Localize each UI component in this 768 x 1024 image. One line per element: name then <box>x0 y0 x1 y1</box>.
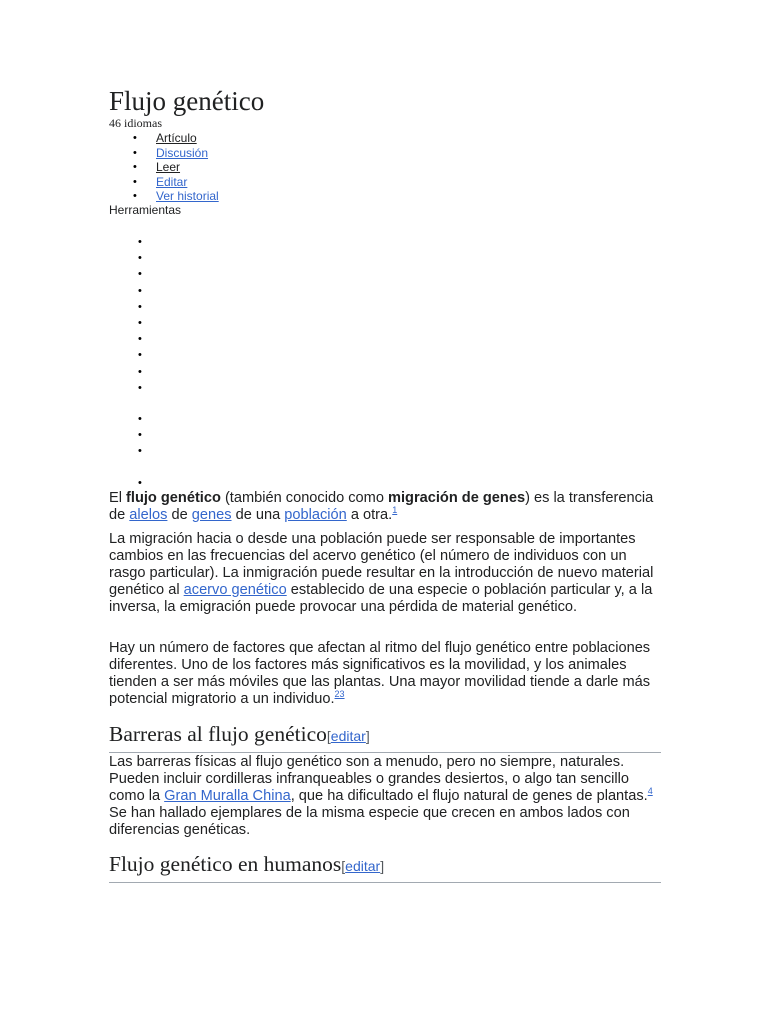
tab-editar-label[interactable]: Editar <box>156 174 188 189</box>
bullet-icon: • <box>138 365 142 378</box>
empty-bullet-list <box>138 411 142 460</box>
tab-historial-label[interactable]: Ver historial <box>156 189 219 204</box>
tab-articulo[interactable] <box>139 131 219 146</box>
text: Las barreras físicas al flujo genético son a menudo, pero no siempre, naturales. Pueden incluir cordilleras infranqueables o grandes desiertos, o algo tan sencillo como la <box>109 754 630 804</box>
section-heading-barreras <box>109 720 661 753</box>
link-genes[interactable]: genes <box>191 507 232 523</box>
edit-section-link[interactable]: editar <box>345 858 381 874</box>
reference-link[interactable]: 4 <box>647 786 653 797</box>
bullet-icon: • <box>138 333 142 346</box>
bullet-icon: • <box>138 236 142 248</box>
bold-term: migración de genes <box>388 490 526 506</box>
tab-discusion[interactable] <box>139 146 219 161</box>
barriers-paragraph <box>109 754 661 839</box>
tab-articulo-label[interactable]: Artículo <box>156 131 197 145</box>
text: La migración hacia o desde una población puede ser responsable de importantes cambios en las frecuencias del acervo genético (el número de individuos con un rasgo particular). La inmigración puede resultar en la introducción de nuevo material genético al <box>109 531 654 598</box>
text: Hay un número de factores que afectan al ritmo del flujo genético entre poblaciones diferentes. Uno de los factores más significativos es la movilidad, y los animales tienden a ser más móviles que las plantas. Una mayor movilidad tiende a darle más potencial migratorio a un individuo. <box>109 640 651 707</box>
bullet-icon: • <box>138 477 142 489</box>
tab-historial[interactable] <box>139 189 219 204</box>
bracket: [ <box>341 858 346 874</box>
bullet-icon: • <box>138 445 142 458</box>
edit-section-link[interactable]: editar <box>330 728 366 744</box>
empty-bullet-list <box>138 475 142 491</box>
bold-term: flujo genético <box>126 490 221 506</box>
bullet-icon: • <box>138 316 142 329</box>
edit-section <box>327 728 370 744</box>
migration-paragraph <box>109 531 661 616</box>
bracket: [ <box>326 728 331 744</box>
text: de <box>167 507 192 523</box>
text: , que ha dificultado el flujo natural de genes de plantas. <box>290 788 648 804</box>
reference-link[interactable]: 23 <box>334 689 345 700</box>
text: Se han hallado ejemplares de la misma especie que crecen en ambos lados con diferencias genéticas. <box>109 805 630 838</box>
bullet-icon: • <box>138 349 142 362</box>
bullet-icon: • <box>138 284 142 297</box>
text: (también conocido como <box>220 490 388 506</box>
page-nav <box>139 131 219 204</box>
heading-text: Flujo genético en humanos <box>109 852 342 876</box>
section-heading-humanos <box>109 850 661 883</box>
bullet-icon: • <box>138 268 142 281</box>
empty-bullet-list <box>138 234 142 396</box>
link-poblacion[interactable]: población <box>284 507 347 523</box>
text: establecido de una especie o población particular y, a la inversa, la emigración puede provocar una pérdida de material genético. <box>109 582 653 615</box>
intro-paragraph <box>109 490 661 524</box>
bullet-icon: • <box>138 300 142 313</box>
tools-menu[interactable]: Herramientas <box>109 203 182 217</box>
edit-section <box>341 858 384 874</box>
text: a otra. <box>346 507 393 523</box>
text: ) es la transferencia de <box>109 490 654 523</box>
tab-leer-label[interactable]: Leer <box>156 160 181 175</box>
reference-link[interactable]: 1 <box>392 505 398 516</box>
link-acervo-genetico[interactable]: acervo genético <box>183 582 287 598</box>
bullet-icon: • <box>138 252 142 265</box>
bracket: ] <box>365 728 370 744</box>
factors-paragraph <box>109 640 661 708</box>
tab-editar[interactable] <box>139 175 219 190</box>
bullet-icon: • <box>138 413 142 425</box>
link-gran-muralla-china[interactable]: Gran Muralla China <box>164 788 291 804</box>
bullet-icon: • <box>138 381 142 394</box>
text: El <box>109 490 127 506</box>
link-alelos[interactable]: alelos <box>129 507 168 523</box>
languages-link[interactable]: 46 idiomas <box>109 116 162 130</box>
tab-discusion-label[interactable]: Discusión <box>156 145 209 160</box>
heading-text: Barreras al flujo genético <box>109 722 327 746</box>
page-title: Flujo genético <box>109 86 265 116</box>
bullet-icon: • <box>138 429 142 442</box>
bracket: ] <box>380 858 385 874</box>
tab-leer[interactable] <box>139 160 219 175</box>
text: de una <box>231 507 285 523</box>
